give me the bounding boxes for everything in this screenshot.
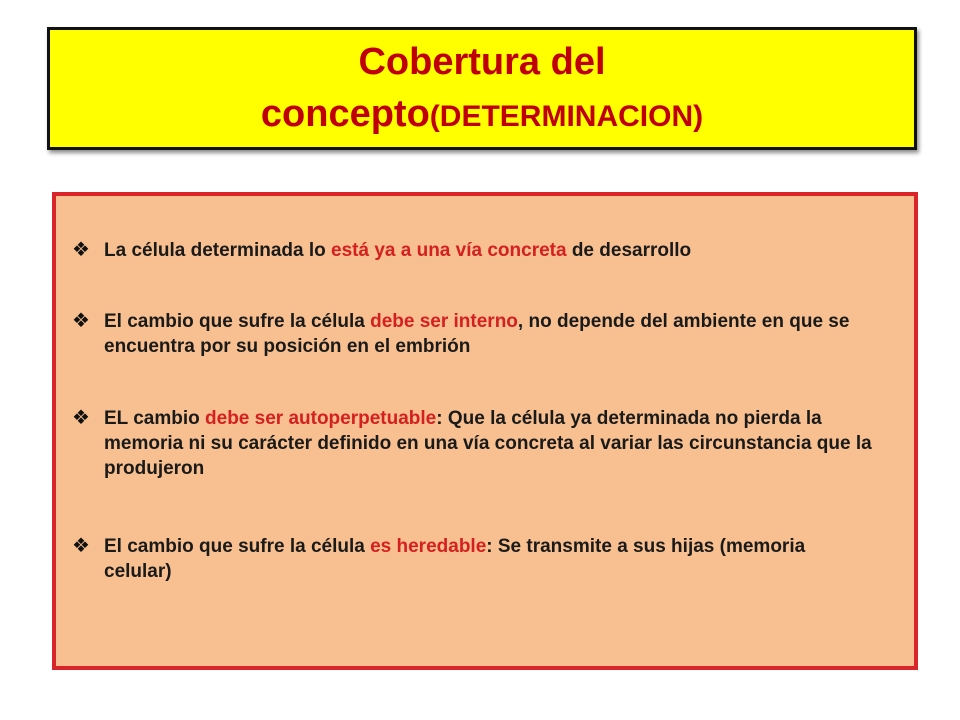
item-text-post: de desarrollo [566,240,692,261]
item-text-post: : Que la célula ya determinada no pierda la memoria ni su carácter definido en una vía concreta al variar las circunstancia que la produjeron [104,408,872,479]
bullet-text [104,534,874,584]
item-highlight: debe ser interno [370,311,518,332]
bullet-item-4 [56,534,874,584]
item-text-pre: El cambio que sufre la célula [104,311,371,332]
bullet-item-2 [56,309,874,359]
title-subtitle: (DETERMINACION) [429,100,704,133]
item-text-pre: El cambio que sufre la célula [104,536,371,557]
content-box [52,192,918,670]
item-text-post: , no depende del ambiente en que se encuentra por su posición en el embrión [104,311,850,357]
bullet-text [104,309,874,359]
item-highlight: está ya a una vía concreta [331,240,567,261]
diamond-bullet-icon: ❖ [72,239,90,261]
item-text-post: : Se transmite a sus hijas (memoria celular) [104,536,806,582]
bullet-item-1 [56,238,874,263]
title-main: concepto [260,93,430,135]
title-line-1: Cobertura del [358,41,606,83]
title-box [47,27,917,150]
item-text-pre: EL cambio [104,408,206,429]
diamond-bullet-icon: ❖ [72,310,90,332]
title-line-2 [50,90,914,141]
bullet-text [104,238,874,263]
bullet-item-3 [56,406,874,481]
item-highlight: debe ser autoperpetuable [205,408,437,429]
bullet-text [104,406,874,481]
diamond-bullet-icon: ❖ [72,535,90,557]
item-text-pre: La célula determinada lo [104,240,332,261]
item-highlight: es heredable [370,536,487,557]
diamond-bullet-icon: ❖ [72,407,90,429]
